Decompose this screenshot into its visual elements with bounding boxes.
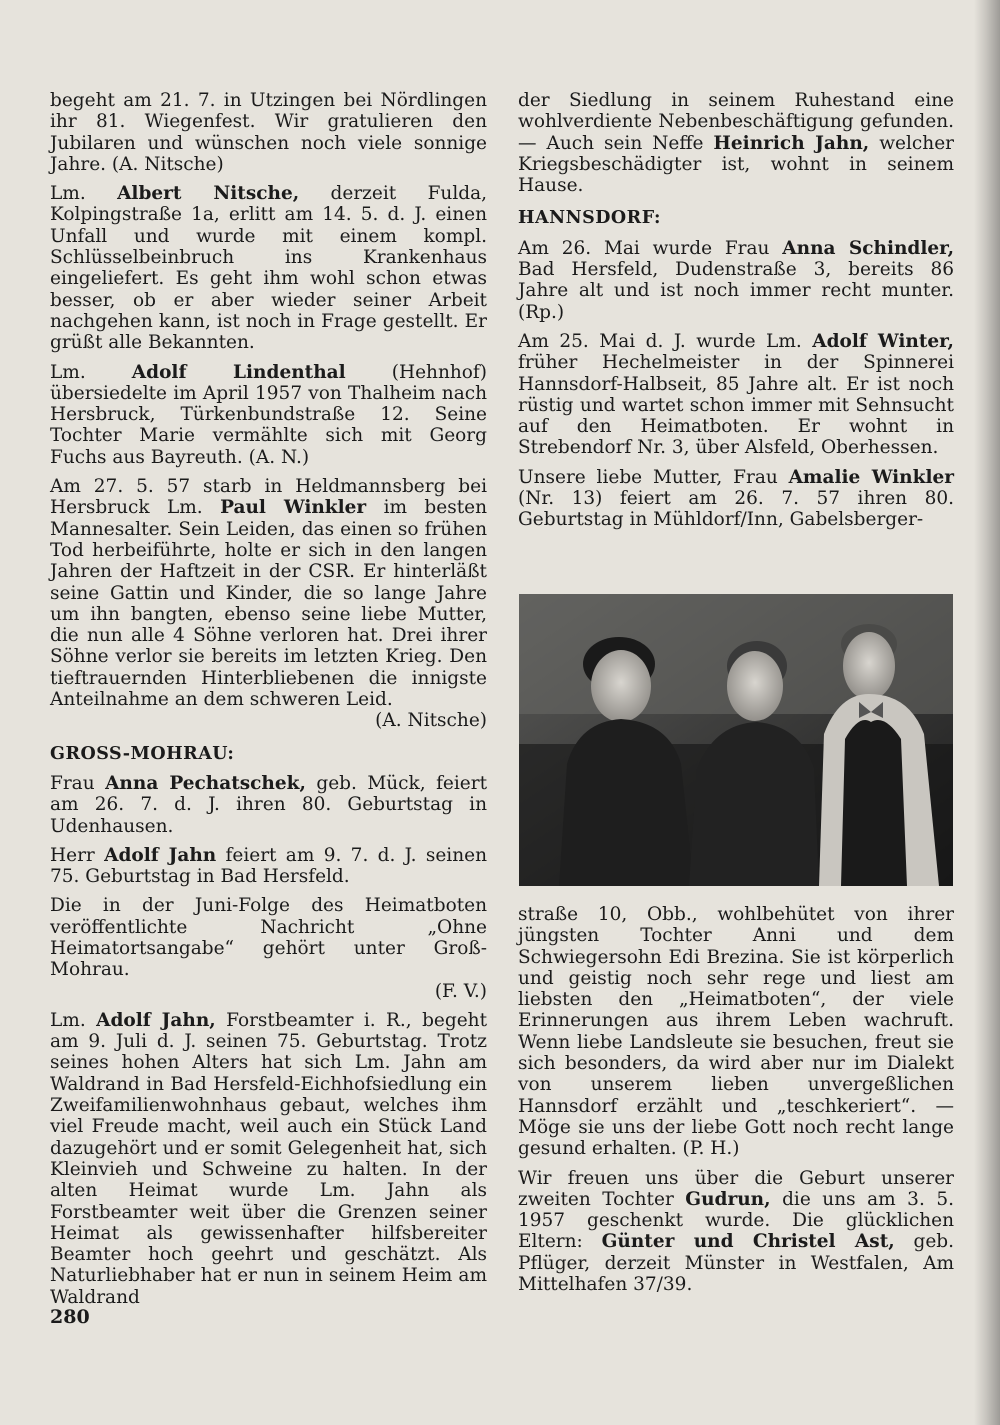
paragraph: Unsere liebe Mutter, Frau Amalie Winkler (Nr. 13) feiert am 26. 7. 57 ihren 80. Geburtstag in Mühldorf/Inn, Gabelsberger- <box>518 466 954 531</box>
right-column <box>518 90 954 539</box>
person-name: Adolf Winter, <box>812 330 954 352</box>
section-heading-hannsdorf: HANNSDORF: <box>518 208 661 229</box>
photo-illustration <box>519 594 953 886</box>
person-name: Anna Pechatschek, <box>105 772 306 794</box>
person-name: Adolf Lindenthal <box>131 361 346 383</box>
paragraph: begeht am 21. 7. in Utzingen bei Nördlingen ihr 81. Wiegenfest. Wir gratulieren den Jubilaren und wünschen noch viele sonnige Jahre. (A. Nitsche) <box>50 90 487 175</box>
person-name: Heinrich Jahn, <box>713 132 870 154</box>
paragraph: Lm. Albert Nitsche, derzeit Fulda, Kolpingstraße 1a, erlitt am 14. 5. d. J. einen Unfall und wurde mit einem kompl. Schlüsselbeinbruch ins Krankenhaus eingeliefert. Es geht ihm wohl schon etwas besser, ob er aber wieder seiner Arbeit nachgehen kann, ist noch in Frage gestellt. Er grüßt alle Bekannten. <box>50 183 487 354</box>
signature: (F. V.) <box>434 980 487 1002</box>
person-name: Adolf Jahn <box>104 844 217 866</box>
person-name: Anna Schindler, <box>782 237 955 259</box>
paragraph: Wir freuen uns über die Geburt unserer zweiten Tochter Gudrun, die uns am 3. 5. 1957 geschenkt wurde. Die glücklichen Eltern: Günter und Christel Ast, geb. Pflüger, derzeit Münster in Westfalen, Am Mittelhafen 37/39. <box>518 1167 954 1296</box>
signature: (A. Nitsche) <box>375 710 487 732</box>
paragraph: Lm. Adolf Jahn, Forstbeamter i. R., begeht am 9. Juli d. J. seinen 75. Geburtstag. Trotz seines hohen Alters hat sich Lm. Jahn am Waldrand in Bad Hersfeld-Eichhofsiedlung ein Zweifamilienwohnhaus gebaut, welches ihm viel Freude macht, weil auch ein Stück Land dazugehört und er somit Gelegenheit hat, sich Kleinvieh und Schweine zu halten. In der alten Heimat wurde Lm. Jahn als Forstbeamter weit über die Grenzen seiner Heimat als gewissenhafter hilfsbereiter Beamter hoch geehrt und geschätzt. Als Naturliebhaber hat er nun in seinem Heim am Waldrand <box>50 1009 487 1308</box>
paragraph: Frau Anna Pechatschek, geb. Mück, feiert am 26. 7. d. J. ihren 80. Geburtstag in Udenhausen. <box>50 772 488 837</box>
paragraph: Lm. Adolf Lindenthal (Hehnhof) übersiedelte im April 1957 von Thalheim nach Hersbruck, Türkenbundstraße 12. Seine Tochter Marie vermählte sich mit Georg Fuchs aus Bayreuth. (A. N.) <box>50 361 487 468</box>
person-name: Albert Nitsche, <box>117 183 300 205</box>
person-name: Paul Winkler <box>220 497 367 519</box>
person-name: Amalie Winkler <box>788 466 954 488</box>
paragraph: Die in der Juni-Folge des Heimatboten veröffentlichte Nachricht „Ohne Heimatortsangabe“ gehört unter Groß-Mohrau. (F. V.) <box>50 895 487 1002</box>
section-heading-gross-mohrau: GROSS-MOHRAU: <box>50 743 235 764</box>
paragraph: Am 25. Mai d. J. wurde Lm. Adolf Winter, früher Hechelmeister in der Spinnerei Hannsdorf-Halbseit, 85 Jahre alt. Er ist noch rüstig und wartet schon immer mit Sehnsucht auf den Heimatboten. Er wohnt in Strebendorf Nr. 3, über Alsfeld, Oberhessen. <box>518 330 954 459</box>
person-name: Gudrun, <box>685 1188 771 1210</box>
person-name: Adolf Jahn, <box>96 1009 216 1031</box>
paragraph: Am 26. Mai wurde Frau Anna Schindler, Bad Hersfeld, Dudenstraße 3, bereits 86 Jahre alt und ist noch immer recht munter. (Rp.) <box>518 237 955 323</box>
paragraph: der Siedlung in seinem Ruhestand eine wohlverdiente Nebenbeschäftigung gefunden. — Auch sein Neffe Heinrich Jahn, welcher Kriegsbeschädigter ist, wohnt in seinem Hause. <box>518 90 954 197</box>
paragraph: straße 10, Obb., wohlbehütet von ihrer jüngsten Tochter Anni und dem Schwiegersohn Edi Brezina. Sie ist körperlich und geistig noch sehr rege und liest am liebsten den „Heimatboten“, der viele Erinnerungen aus ihrem Leben wachruft. Wenn liebe Landsleute sie besuchen, freut sie sich besonders, da wird aber nur im Dialekt von unserem lieben unvergeßlichen Hannsdorf erzählt und „teschkeriert“. — Möge sie uns der liebe Gott noch recht lange gesund erhalten. (P. H.) <box>518 904 954 1160</box>
person-name: Günter und Christel Ast, <box>601 1231 895 1253</box>
page-edge-shadow <box>974 0 1000 1425</box>
page-number: 280 <box>50 1306 90 1328</box>
right-column-lower <box>518 904 954 1303</box>
family-photo <box>519 594 953 886</box>
left-column <box>50 90 487 1316</box>
paragraph: Herr Adolf Jahn feiert am 9. 7. d. J. seinen 75. Geburtstag in Bad Hersfeld. <box>50 844 487 888</box>
paragraph: Am 27. 5. 57 starb in Heldmannsberg bei Hersbruck Lm. Paul Winkler im besten Mannesalter. Sein Leiden, das einen so frühen Tod herbeiführte, holte er sich in den langen Jahren der Haftzeit in der CSR. Er hinterläßt seine Gattin und Kinder, die so lange Jahre um ihn bangten, ebenso seine liebe Mutter, die nun alle 4 Söhne verloren hat. Drei ihrer Söhne verlor sie bereits im letzten Krieg. Den tieftrauernden Hinterbliebenen die innigste Anteilnahme an dem schweren Leid. (A. Nitsche) <box>50 476 487 732</box>
